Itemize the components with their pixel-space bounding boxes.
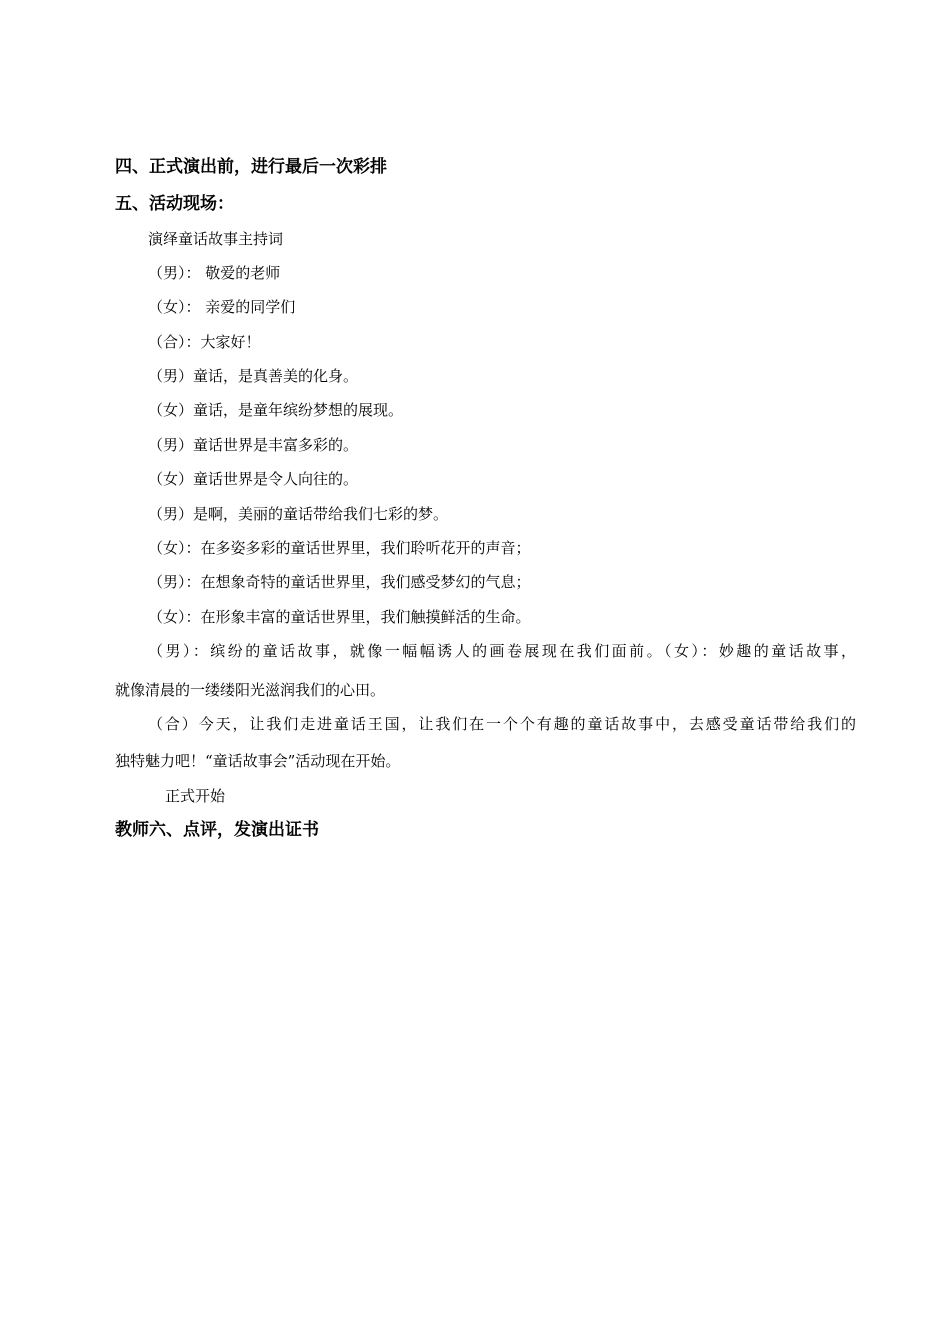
section-heading-4: 四、正式演出前，进行最后一次彩排 xyxy=(115,157,387,177)
paragraph-line: 就像清晨的一缕缕阳光滋润我们的心田。 xyxy=(115,681,386,699)
paragraph-line: （男）：缤纷的童话故事，就像一幅幅诱人的画卷展现在我们面前。（女）：妙趣的童话故事， xyxy=(148,642,856,660)
section-heading-5: 五、活动现场： xyxy=(115,194,234,214)
script-line: （女）童话世界是令人向往的。 xyxy=(148,470,359,488)
script-line: （女）童话，是童年缤纷梦想的展现。 xyxy=(148,401,404,419)
script-title: 演绎童话故事主持词 xyxy=(148,230,284,248)
script-line: （男）：在想象奇特的童话世界里，我们感受梦幻的气息； xyxy=(148,573,531,591)
script-line: （男）童话世界是丰富多彩的。 xyxy=(148,436,359,454)
section-heading-6: 教师六、点评，发演出证书 xyxy=(115,820,319,840)
script-line: （女）：在多姿多彩的童话世界里，我们聆听花开的声音； xyxy=(148,539,531,557)
paragraph-line: 独特魅力吧！“童话故事会”活动现在开始。 xyxy=(115,752,401,770)
script-line: （合）：大家好！ xyxy=(148,333,261,351)
start-text: 正式开始 xyxy=(165,787,226,805)
script-line: （女）：在形象丰富的童话世界里，我们触摸鲜活的生命。 xyxy=(148,608,531,626)
script-line: （男）童话，是真善美的化身。 xyxy=(148,367,359,385)
script-line: （男）： 敬爱的老师 xyxy=(148,264,281,282)
script-line: （男）是啊，美丽的童话带给我们七彩的梦。 xyxy=(148,505,449,523)
script-line: （女）： 亲爱的同学们 xyxy=(148,298,296,316)
paragraph-line: （合）今天，让我们走进童话王国，让我们在一个个有趣的童话故事中，去感受童话带给我们的 xyxy=(148,715,856,733)
